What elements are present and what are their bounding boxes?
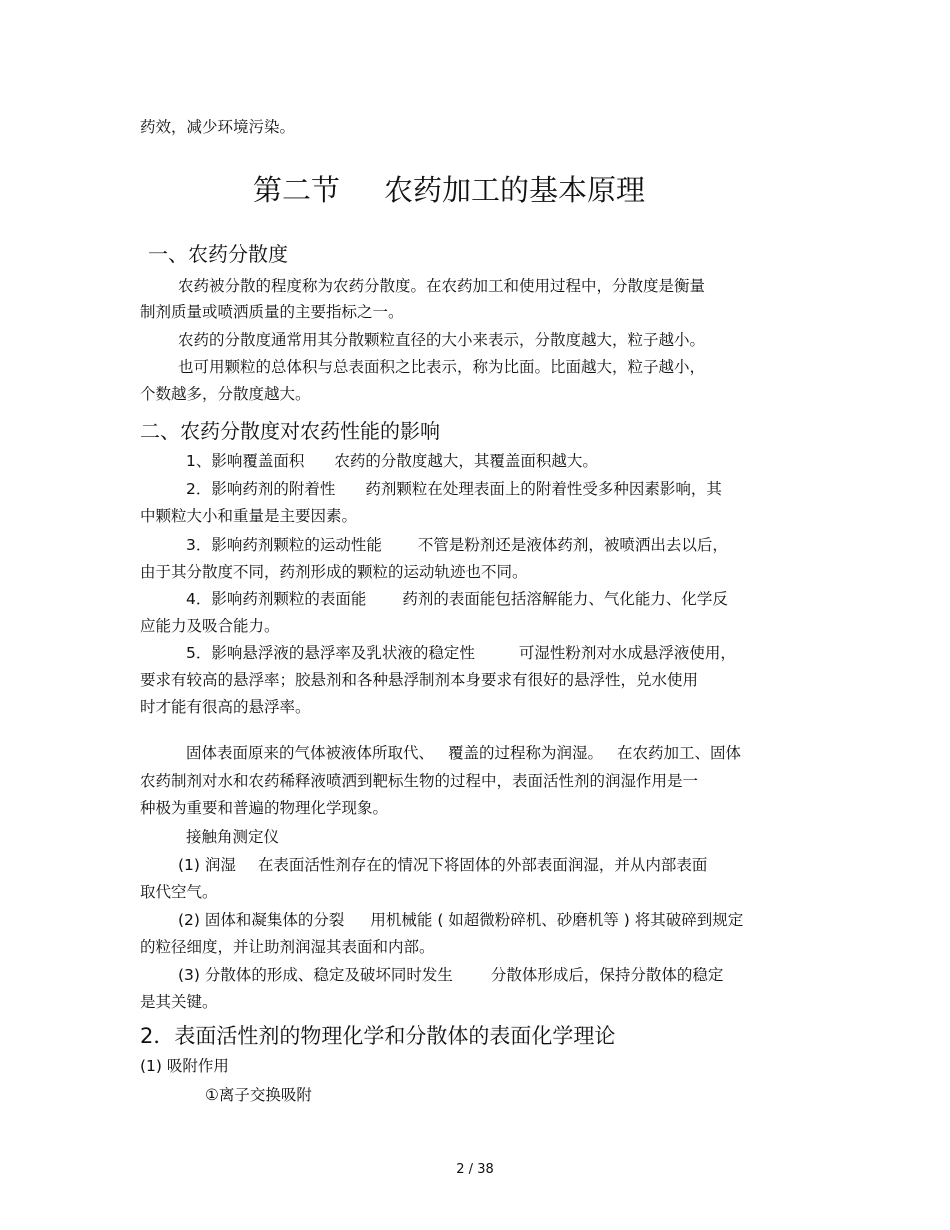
top-fragment: 药效，减少环境污染。	[140, 118, 296, 136]
page-separator: /	[468, 1162, 474, 1177]
heading-surfactant-theory: 2．表面活性剂的物理化学和分散体的表面化学理论	[140, 1024, 616, 1048]
paragraph-line: 制剂质量或喷洒质量的主要指标之一。	[140, 303, 404, 321]
item-label: 3．影响药剂颗粒的运动性能	[186, 536, 382, 554]
paragraph-line: 个数越多，分散度越大。	[140, 385, 311, 403]
list-item-ion-exchange: ①离子交换吸附	[205, 1086, 312, 1104]
wetting-part-b: 覆盖的过程称为润湿。	[448, 744, 604, 762]
step-label: (1) 润湿	[178, 856, 236, 874]
list-item	[186, 451, 598, 471]
list-item	[186, 589, 728, 609]
item-text: 药剂颗粒在处理表面上的附着性受多种因素影响，其	[365, 480, 722, 498]
page-number	[0, 1162, 950, 1178]
paragraph-line: 农药的分散度通常用其分散颗粒直径的大小来表示，分散度越大，粒子越小。	[178, 331, 706, 349]
paragraph-line	[186, 743, 741, 763]
item-label: 4．影响药剂颗粒的表面能	[186, 590, 367, 608]
paragraph-line: 农药被分散的程度称为农药分散度。在农药加工和使用过程中，分散度是衡量	[178, 277, 706, 295]
item-continuation: 要求有较高的悬浮率；胶悬剂和各种悬浮制剂本身要求有很好的悬浮性，兑水使用	[140, 671, 699, 689]
paragraph-line: 种极为重要和普遍的物理化学现象。	[140, 799, 389, 817]
instrument-label: 接触角测定仪	[186, 828, 280, 846]
wetting-part-a: 固体表面原来的气体被液体所取代、	[186, 744, 435, 762]
section-title-text: 农药加工的基本原理	[384, 173, 646, 207]
item-text: 农药的分散度越大，其覆盖面积越大。	[334, 452, 598, 470]
item-label: 2．影响药剂的附着性	[186, 480, 336, 498]
step-item	[178, 965, 723, 985]
heading-dispersion-effects: 二、农药分散度对农药性能的影响	[140, 419, 440, 443]
list-item	[186, 479, 722, 499]
step-text: 用机械能 ( 如超微粉碎机、砂磨机等 ) 将其破碎到规定	[370, 911, 744, 929]
subheading-adsorption: (1) 吸附作用	[140, 1057, 229, 1075]
item-text: 药剂的表面能包括溶解能力、气化能力、化学反	[402, 590, 728, 608]
item-continuation: 应能力及吸合能力。	[140, 617, 280, 635]
step-text: 分散体形成后，保持分散体的稳定	[490, 966, 724, 984]
page-total: 38	[477, 1162, 494, 1177]
step-continuation: 的粒径细度，并让助剂润湿其表面和内部。	[140, 938, 435, 956]
step-continuation: 是其关键。	[140, 993, 218, 1011]
item-text: 不管是粉剂还是液体药剂，被喷洒出去以后，	[417, 536, 728, 554]
step-label: (2) 固体和凝集体的分裂	[178, 911, 345, 929]
step-item	[178, 910, 743, 930]
page-current: 2	[456, 1162, 465, 1177]
item-continuation: 由于其分散度不同，药剂形成的颗粒的运动轨迹也不同。	[140, 563, 528, 581]
paragraph-line: 也可用颗粒的总体积与总表面积之比表示，称为比面。比面越大，粒子越小，	[178, 358, 706, 376]
step-text: 在表面活性剂存在的情况下将固体的外部表面润湿，并从内部表面	[257, 856, 708, 874]
list-item	[186, 535, 728, 555]
list-item	[186, 643, 736, 663]
wetting-part-c: 在农药加工、固体	[617, 744, 742, 762]
paragraph-line: 农药制剂对水和农药稀释液喷洒到靶标生物的过程中，表面活性剂的润湿作用是一	[140, 772, 699, 790]
item-continuation: 中颗粒大小和重量是主要因素。	[140, 507, 358, 525]
step-item	[178, 855, 707, 875]
section-title-number: 第二节	[253, 173, 341, 207]
section-title	[253, 172, 645, 208]
step-label: (3) 分散体的形成、稳定及破坏同时发生	[178, 966, 453, 984]
item-text: 可湿性粉剂对水成悬浮液使用，	[518, 644, 736, 662]
item-label: 5．影响悬浮液的悬浮率及乳状液的稳定性	[186, 644, 475, 662]
step-continuation: 取代空气。	[140, 883, 218, 901]
item-continuation: 时才能有很高的悬浮率。	[140, 698, 311, 716]
heading-dispersion: 一、农药分散度	[148, 242, 288, 266]
item-label: 1、影响覆盖面积	[186, 452, 305, 470]
